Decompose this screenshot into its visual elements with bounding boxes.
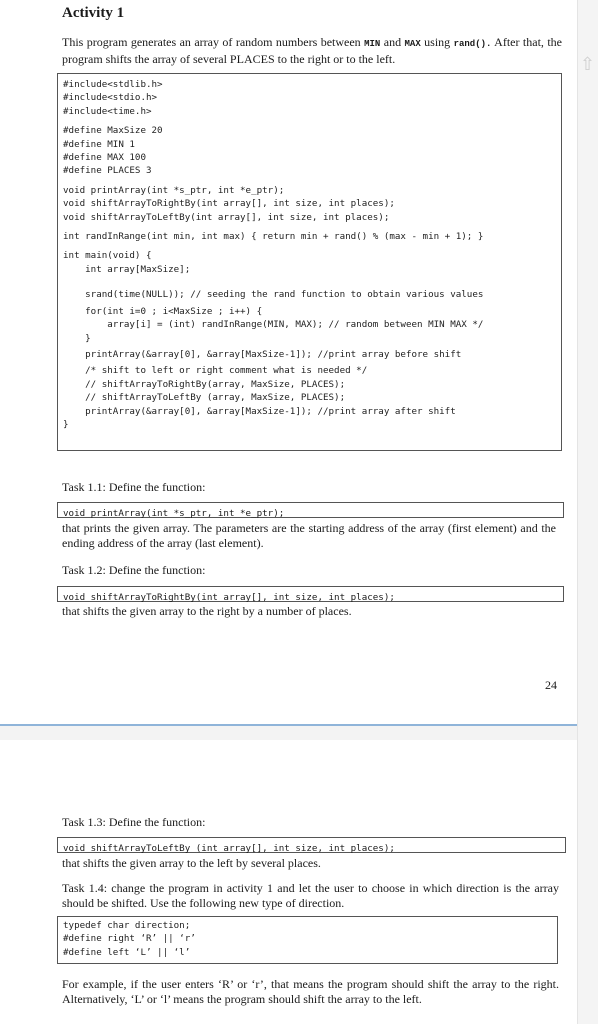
code-listing — [57, 73, 562, 451]
code-line: #define PLACES 3 — [63, 165, 152, 177]
code-line: void printArray(int *s_ptr, int *e_ptr); — [63, 184, 285, 196]
code-line: void shiftArrayToLeftBy(int array[], int size, int places); — [63, 211, 390, 223]
code-line: #define MAX 100 — [63, 152, 146, 164]
intro-rand: rand(). — [453, 39, 492, 49]
code-line: #define left ‘L’ || ‘l’ — [63, 946, 191, 958]
code-line: int main(void) { — [63, 250, 152, 262]
vertical-scrollbar[interactable] — [577, 0, 598, 1024]
code-line: #include<stdlib.h> — [63, 79, 163, 90]
code-line: #define right ‘R’ || ‘r’ — [63, 933, 196, 945]
code-line: array[i] = (int) randInRange(MIN, MAX); // random between MIN MAX */ — [63, 319, 484, 331]
code-line: int randInRange(int min, int max) { return min + rand() % (max - min + 1); } — [63, 231, 484, 243]
task-1-3-label: Task 1.3: Define the function: — [62, 815, 206, 829]
page-number: 24 — [545, 678, 557, 692]
code-line: printArray(&array[0], &array[MaxSize-1]); //print array after shift — [63, 405, 456, 417]
task-1-3-description: that shifts the given array to the left by several places. — [62, 856, 321, 870]
intro-text-1: This program generates an array of random numbers between — [62, 35, 365, 49]
task-1-2-label: Task 1.2: Define the function: — [62, 563, 206, 577]
intro-text-2: After that, the program shifts the array of several PLACES to the right or to the left. — [62, 35, 563, 66]
up-arrow-icon[interactable]: ⇧ — [580, 54, 596, 75]
task-1-1-description: that prints the given array. The parameters are the starting address of the array (first element) and the ending address of the array (last element). — [62, 521, 556, 550]
intro-max: MAX — [404, 39, 421, 49]
task-1-1-label: Task 1.1: Define the function: — [62, 480, 206, 494]
code-line: srand(time(NULL)); // seeding the rand function to obtain various values — [63, 289, 484, 301]
task-1-3-signature-box — [57, 837, 566, 853]
code-line: } — [63, 332, 91, 344]
task-1-3-signature: void shiftArrayToLeftBy (int array[], int size, int places); — [63, 843, 395, 854]
code-line: } — [63, 418, 69, 430]
code-line: printArray(&array[0], &array[MaxSize-1]); //print array before shift — [63, 348, 462, 360]
code-line: // shiftArrayToRightBy(array, MaxSize, PLACES); — [63, 378, 346, 390]
code-line: // shiftArrayToLeftBy (array, MaxSize, PLACES); — [63, 392, 346, 404]
code-line: typedef char direction; — [63, 920, 191, 931]
document-page-2 — [0, 740, 578, 1024]
code-line: int array[MaxSize]; — [63, 263, 191, 275]
task-1-2-signature-box — [57, 586, 564, 602]
activity-title: Activity 1 — [62, 5, 125, 21]
intro-min: MIN — [364, 39, 381, 49]
task-1-1-signature-box — [57, 502, 564, 518]
task-1-4-label: Task 1.4: change the program in activity 1 and let the user to choose in which direction is the array should be shifted. Use the following new type of direction. — [62, 881, 559, 910]
task-1-2-description: that shifts the given array to the right by a number of places. — [62, 604, 352, 618]
code-line: #include<stdio.h> — [63, 92, 158, 104]
intro-and: and — [380, 35, 405, 49]
code-line: #include<time.h> — [63, 105, 152, 117]
activity-intro — [62, 35, 562, 67]
code-line: void shiftArrayToRightBy(int array[], int size, int places); — [63, 198, 395, 210]
direction-code-box — [57, 916, 558, 964]
code-line: /* shift to left or right comment what is needed */ — [63, 365, 368, 377]
code-line: #define MIN 1 — [63, 138, 135, 150]
code-line: #define MaxSize 20 — [63, 125, 163, 137]
task-1-2-signature: void shiftArrayToRightBy(int array[], int size, int places); — [63, 592, 395, 603]
intro-using: using — [420, 35, 454, 49]
closing-paragraph: For example, if the user enters ‘R’ or ‘r’, that means the program should shift the array to the right. Alternatively, ‘L’ or ‘l’ means the program should shift the array to the left. — [62, 977, 559, 1006]
task-1-1-signature: void printArray(int *s_ptr, int *e_ptr); — [63, 508, 285, 519]
code-line: for(int i=0 ; i<MaxSize ; i++) { — [63, 305, 263, 317]
